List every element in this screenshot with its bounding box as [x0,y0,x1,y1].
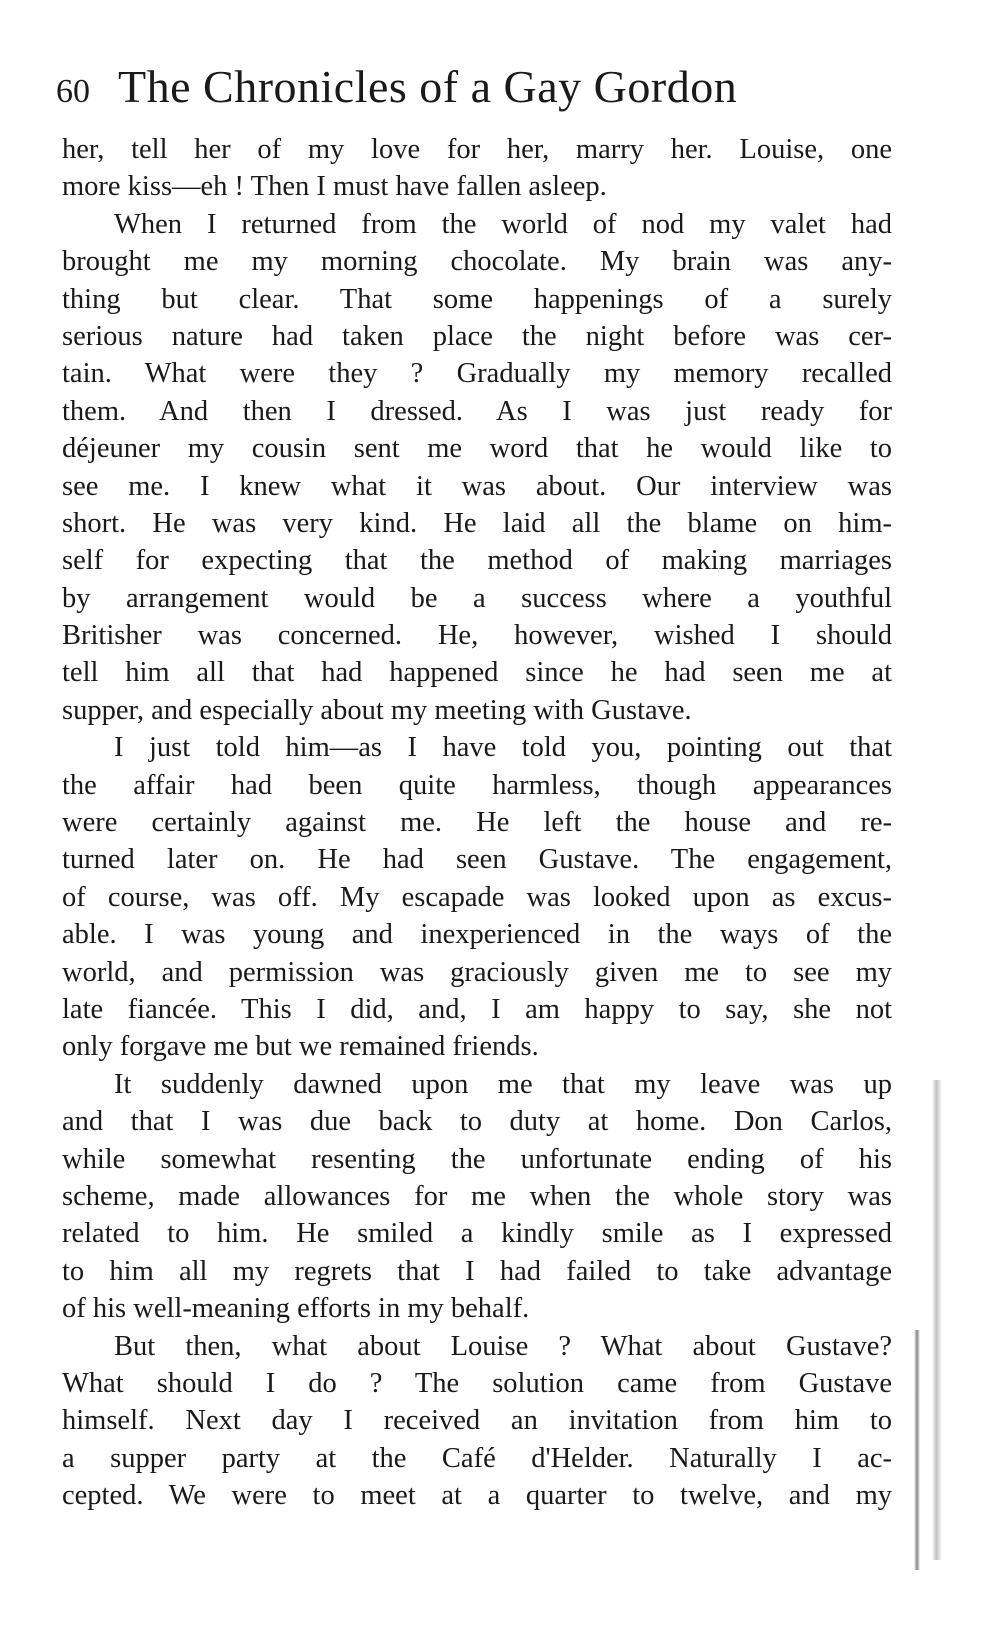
text-line: tain. What were they ? Gradually my memory recalled [62,358,892,390]
text-line: self for expecting that the method of making marriages [62,545,892,577]
text-line: them. And then I dressed. As I was just ready for [62,395,892,427]
text-line: only forgave me but we remained friends. [62,1031,539,1063]
page-number: 60 [56,73,90,110]
body-text [62,131,892,1514]
text-line: by arrangement would be a success where a youthful [62,582,892,614]
text-line: world, and permission was graciously given me to see my [62,956,892,988]
running-title: The Chronicles of a Gay Gordon [118,61,738,112]
text-line: were certainly against me. He left the house and re- [62,807,892,839]
text-line: déjeuner my cousin sent me word that he would like to [62,433,892,465]
text-line: What should I do ? The solution came from Gustave [62,1367,892,1399]
text-line: and that I was due back to duty at home. Don Carlos, [62,1106,892,1138]
running-head [56,60,936,120]
binding-gutter-shadow [914,1330,920,1570]
text-line: When I returned from the world of nod my valet had [114,208,892,240]
text-line: short. He was very kind. He laid all the blame on him- [62,507,892,539]
text-line: a supper party at the Café d'Helder. Naturally I ac- [62,1442,892,1474]
text-line: of course, was off. My escapade was looked upon as excus- [62,881,892,913]
text-line: scheme, made allowances for me when the whole story was [62,1180,892,1212]
text-line: of his well-meaning efforts in my behalf. [62,1293,530,1325]
text-line: tell him all that had happened since he had seen me at [62,657,892,689]
text-line: thing but clear. That some happenings of a surely [62,283,892,315]
text-line: more kiss—eh ! Then I must have fallen asleep. [62,171,607,203]
text-line: to him all my regrets that I had failed to take advantage [62,1255,892,1287]
text-line: related to him. He smiled a kindly smile as I expressed [62,1218,892,1250]
text-line: her, tell her of my love for her, marry her. Louise, one [62,134,892,165]
text-line: see me. I knew what it was about. Our interview was [62,470,892,502]
binding-gutter-shadow [932,1080,942,1560]
text-line: supper, and especially about my meeting with Gustave. [62,694,692,726]
text-line: brought me my morning chocolate. My brain was any- [62,246,892,278]
text-line: himself. Next day I received an invitation from him to [62,1405,892,1437]
text-line: I just told him—as I have told you, pointing out that [114,732,892,764]
text-line: serious nature had taken place the night before was cer- [62,320,892,352]
text-line: while somewhat resenting the unfortunate ending of his [62,1143,892,1175]
text-line: late fiancée. This I did, and, I am happy to say, she not [62,993,892,1025]
text-line: the affair had been quite harmless, though appearances [62,769,892,801]
text-line: It suddenly dawned upon me that my leave was up [114,1068,892,1100]
text-line: able. I was young and inexperienced in the ways of the [62,919,892,951]
text-line: Britisher was concerned. He, however, wished I should [62,620,892,652]
text-line: cepted. We were to meet at a quarter to twelve, and my [62,1480,892,1512]
text-line: But then, what about Louise ? What about Gustave? [114,1330,892,1362]
text-line: turned later on. He had seen Gustave. The engagement, [62,844,892,876]
